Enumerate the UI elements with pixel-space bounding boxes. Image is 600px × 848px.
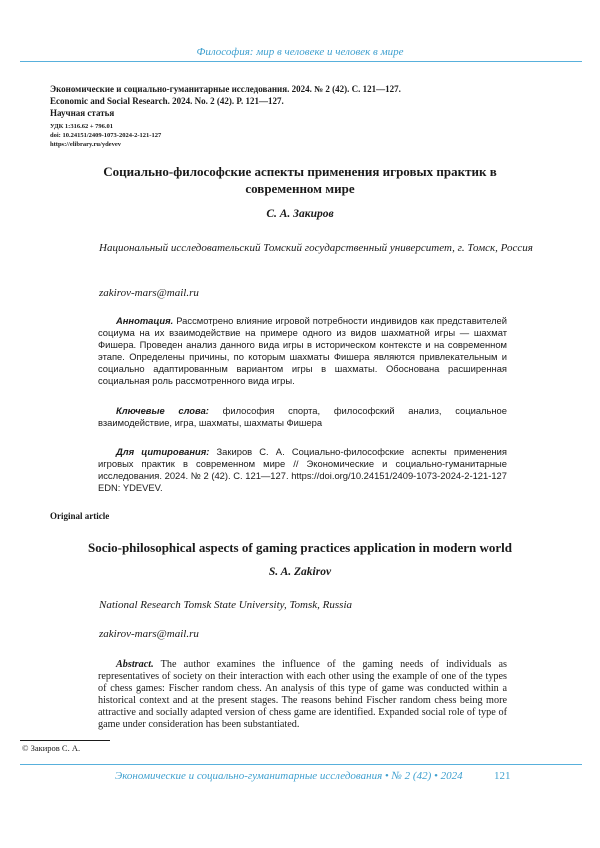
citation-label-ru: Для цитирования:	[116, 446, 210, 457]
header-divider	[20, 61, 582, 62]
doi: doi: 10.24151/2409-1073-2024-2-121-127	[50, 132, 162, 139]
abstract-en	[98, 659, 507, 731]
keywords-label-ru: Ключевые слова:	[116, 405, 209, 416]
footer-journal-title: Экономические и социально-гуманитарные исследования • № 2 (42) • 2024	[115, 770, 463, 782]
citation-text-ru: Закиров С. А. Социально-философские аспекты применения игровых практик в современном мире // Экономические и социально-гуманитарные исследования. 2024. № 2 (42). С. 121—127. https://doi.org/10.24151/2409-1073-2024-2-121-127 EDN: YDEVEV.	[98, 446, 507, 493]
author-en: S. A. Zakirov	[268, 566, 332, 578]
journal-info	[50, 83, 550, 119]
email-ru[interactable]: zakirov-mars@mail.ru	[99, 287, 199, 299]
abstract-label-en: Abstract.	[116, 659, 154, 670]
article-identifiers	[50, 122, 550, 149]
title-en: Socio-philosophical aspects of gaming practices application in modern world	[88, 540, 512, 555]
page-number: 121	[494, 770, 511, 782]
article-type-ru: Научная статья	[50, 108, 115, 118]
journal-citation-en: Economic and Social Research. 2024. No. 2 (42). P. 121—127.	[50, 96, 284, 106]
header-rubric: Философия: мир в человеке и человек в мире	[196, 46, 404, 58]
title-ru: Социально-философские аспекты применения игровых практик в современном мире	[103, 164, 497, 196]
keywords-text-ru: философия спорта, философский анализ, социальное взаимодействие, игра, шахматы, шахматы Фишера	[98, 405, 507, 428]
abstract-ru	[98, 315, 507, 387]
email-en[interactable]: zakirov-mars@mail.ru	[99, 628, 199, 640]
author-ru: С. А. Закиров	[266, 208, 334, 220]
article-type-en: Original article	[50, 511, 110, 521]
udc-code: УДК 1:316.62 + 796.01	[50, 123, 114, 130]
elibrary-link[interactable]: https://elibrary.ru/ydevev	[50, 141, 121, 148]
footer-divider	[20, 764, 582, 765]
copyright-footnote: © Закиров С. А.	[22, 743, 81, 753]
journal-citation-ru: Экономические и социально-гуманитарные исследования. 2024. № 2 (42). С. 121—127.	[50, 84, 401, 94]
keywords-ru	[98, 405, 507, 429]
affiliation-en: National Research Tomsk State University, Tomsk, Russia	[99, 599, 352, 611]
abstract-text-en: The author examines the influence of the gaming needs of individuals as representatives of society on their interaction with each other using the example of one of the types of chess games: Fischer random chess. An analysis of this type of game was conducted within a historical context and at the present stages. The reasons behind Fischer random chess being more attractive and socially adapted version of chess game are identified. Expanded social role of type of game under consideration has been substantiated.	[98, 659, 507, 730]
abstract-text-ru: Рассмотрено влияние игровой потребности индивидов как представителей социума на их взаимодействие на примере одного из видов шахматной игры — шахмат Фишера. Проведен анализ данного вида игры в историческом контексте и на современном этапе. Определены причины, по которым шахматы Фишера являются привлекательным и социально адаптированным вариантом игры в шахматы. Обоснована расширенная социальная роль рассмотренного вида игры.	[98, 315, 507, 386]
footnote-divider	[20, 740, 110, 741]
citation-ru	[98, 446, 507, 494]
abstract-label-ru: Аннотация.	[116, 315, 174, 326]
affiliation-ru: Национальный исследовательский Томский государственный университет, г. Томск, Россия	[99, 242, 533, 254]
